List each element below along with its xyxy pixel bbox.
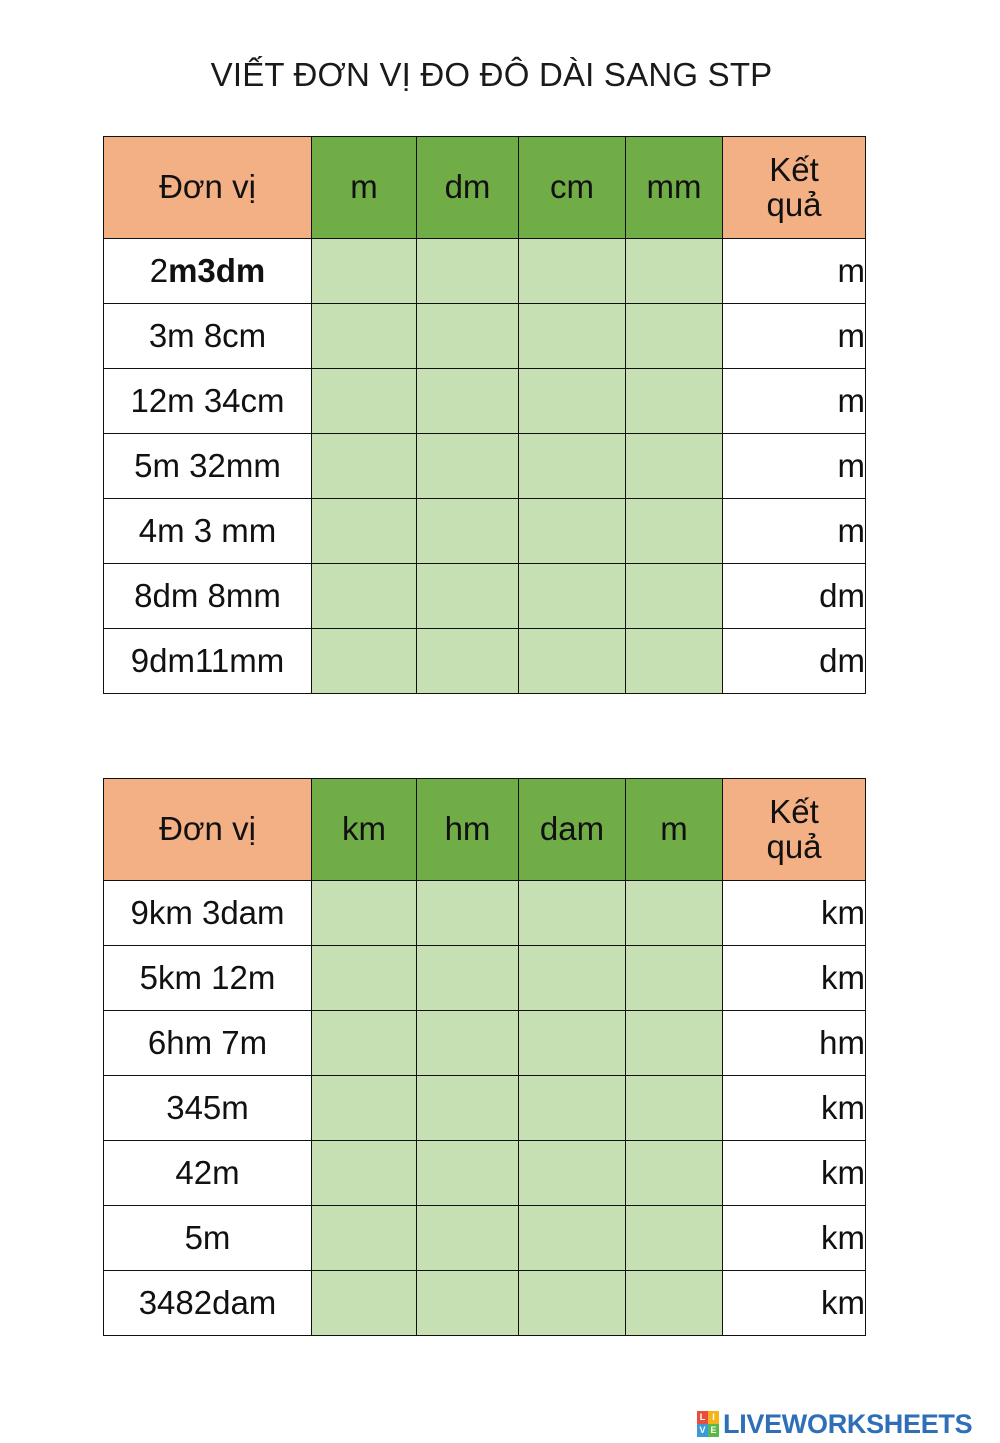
liveworksheets-logo-icon bbox=[697, 1411, 719, 1437]
input-cell-mm[interactable] bbox=[626, 499, 723, 564]
header-col-dam: dam bbox=[519, 779, 626, 881]
input-cell-cm[interactable] bbox=[519, 369, 626, 434]
input-cell-dam[interactable] bbox=[519, 1011, 626, 1076]
table-header-row bbox=[104, 779, 866, 881]
header-result-line1: Kết bbox=[769, 150, 819, 188]
header-col-cm: cm bbox=[519, 137, 626, 239]
table-row bbox=[104, 946, 866, 1011]
table-row bbox=[104, 629, 866, 694]
row-unit-value: 345m bbox=[104, 1076, 312, 1141]
logo-mark-letter: L bbox=[697, 1411, 708, 1424]
input-cell-cm[interactable] bbox=[519, 239, 626, 304]
conversion-table-kilometers bbox=[103, 778, 866, 1336]
input-cell-cm[interactable] bbox=[519, 629, 626, 694]
header-result bbox=[723, 137, 866, 239]
input-cell-km[interactable] bbox=[312, 946, 417, 1011]
table-row bbox=[104, 564, 866, 629]
row-result-unit: hm bbox=[723, 1011, 866, 1076]
input-cell-dm[interactable] bbox=[417, 629, 519, 694]
input-cell-m[interactable] bbox=[626, 1206, 723, 1271]
row-unit-value: 42m bbox=[104, 1141, 312, 1206]
input-cell-m[interactable] bbox=[312, 369, 417, 434]
table-row bbox=[104, 1141, 866, 1206]
row-result-unit: km bbox=[723, 881, 866, 946]
header-col-m: m bbox=[626, 779, 723, 881]
input-cell-dam[interactable] bbox=[519, 1206, 626, 1271]
input-cell-km[interactable] bbox=[312, 1076, 417, 1141]
table-row bbox=[104, 1011, 866, 1076]
header-result-line2: quả bbox=[766, 827, 822, 865]
input-cell-m[interactable] bbox=[312, 434, 417, 499]
input-cell-hm[interactable] bbox=[417, 881, 519, 946]
logo-mark-letter: I bbox=[708, 1411, 719, 1424]
row-result-unit: m bbox=[723, 499, 866, 564]
input-cell-km[interactable] bbox=[312, 1271, 417, 1336]
logo-mark-letter: E bbox=[708, 1424, 719, 1437]
input-cell-dm[interactable] bbox=[417, 369, 519, 434]
unit-value-part: 2 bbox=[149, 251, 169, 289]
row-unit-value: 9dm11mm bbox=[104, 629, 312, 694]
row-unit-value: 5m 32mm bbox=[104, 434, 312, 499]
input-cell-dam[interactable] bbox=[519, 946, 626, 1011]
input-cell-hm[interactable] bbox=[417, 1271, 519, 1336]
header-unit: Đơn vị bbox=[104, 779, 312, 881]
input-cell-cm[interactable] bbox=[519, 564, 626, 629]
conversion-table-meters bbox=[103, 136, 866, 694]
input-cell-dm[interactable] bbox=[417, 434, 519, 499]
input-cell-m[interactable] bbox=[312, 564, 417, 629]
input-cell-hm[interactable] bbox=[417, 1141, 519, 1206]
input-cell-hm[interactable] bbox=[417, 1076, 519, 1141]
row-unit-value bbox=[104, 239, 312, 304]
header-result-line1: Kết bbox=[769, 792, 819, 830]
row-result-unit: km bbox=[723, 1076, 866, 1141]
header-unit: Đơn vị bbox=[104, 137, 312, 239]
input-cell-dm[interactable] bbox=[417, 239, 519, 304]
liveworksheets-logo-text: LIVEWORKSHEETS bbox=[723, 1408, 973, 1439]
header-col-mm: mm bbox=[626, 137, 723, 239]
input-cell-hm[interactable] bbox=[417, 1011, 519, 1076]
liveworksheets-logo bbox=[697, 1408, 972, 1440]
input-cell-km[interactable] bbox=[312, 1141, 417, 1206]
row-result-unit: m bbox=[723, 239, 866, 304]
table-row bbox=[104, 1206, 866, 1271]
input-cell-dam[interactable] bbox=[519, 881, 626, 946]
row-unit-value: 9km 3dam bbox=[104, 881, 312, 946]
table-header-row bbox=[104, 137, 866, 239]
table-row bbox=[104, 499, 866, 564]
table-row bbox=[104, 1271, 866, 1336]
input-cell-cm[interactable] bbox=[519, 434, 626, 499]
input-cell-dam[interactable] bbox=[519, 1141, 626, 1206]
row-result-unit: km bbox=[723, 1206, 866, 1271]
header-col-dm: dm bbox=[417, 137, 519, 239]
input-cell-mm[interactable] bbox=[626, 304, 723, 369]
input-cell-m[interactable] bbox=[312, 239, 417, 304]
input-cell-km[interactable] bbox=[312, 1206, 417, 1271]
header-col-km: km bbox=[312, 779, 417, 881]
input-cell-m[interactable] bbox=[626, 1011, 723, 1076]
row-unit-value: 8dm 8mm bbox=[104, 564, 312, 629]
input-cell-m[interactable] bbox=[626, 881, 723, 946]
table-row bbox=[104, 1076, 866, 1141]
row-unit-value: 5m bbox=[104, 1206, 312, 1271]
input-cell-mm[interactable] bbox=[626, 239, 723, 304]
logo-mark-letter: V bbox=[697, 1424, 708, 1437]
header-col-hm: hm bbox=[417, 779, 519, 881]
row-unit-value: 12m 34cm bbox=[104, 369, 312, 434]
input-cell-cm[interactable] bbox=[519, 304, 626, 369]
input-cell-mm[interactable] bbox=[626, 629, 723, 694]
row-unit-value: 3482dam bbox=[104, 1271, 312, 1336]
input-cell-dm[interactable] bbox=[417, 499, 519, 564]
table-row bbox=[104, 434, 866, 499]
row-result-unit: km bbox=[723, 946, 866, 1011]
input-cell-m[interactable] bbox=[626, 1076, 723, 1141]
header-result bbox=[723, 779, 866, 881]
header-result-line2: quả bbox=[766, 185, 822, 223]
row-result-unit: m bbox=[723, 369, 866, 434]
input-cell-dm[interactable] bbox=[417, 564, 519, 629]
input-cell-hm[interactable] bbox=[417, 946, 519, 1011]
input-cell-m[interactable] bbox=[312, 304, 417, 369]
row-unit-value: 6hm 7m bbox=[104, 1011, 312, 1076]
input-cell-dam[interactable] bbox=[519, 1076, 626, 1141]
input-cell-m[interactable] bbox=[312, 499, 417, 564]
worksheet-title: VIẾT ĐƠN VỊ ĐO ĐÔ DÀI SANG STP bbox=[210, 56, 773, 93]
input-cell-m[interactable] bbox=[626, 1141, 723, 1206]
input-cell-hm[interactable] bbox=[417, 1206, 519, 1271]
row-unit-value: 5km 12m bbox=[104, 946, 312, 1011]
input-cell-km[interactable] bbox=[312, 1011, 417, 1076]
table-row bbox=[104, 881, 866, 946]
input-cell-mm[interactable] bbox=[626, 369, 723, 434]
input-cell-mm[interactable] bbox=[626, 564, 723, 629]
input-cell-km[interactable] bbox=[312, 881, 417, 946]
unit-value-part-bold: m3dm bbox=[168, 251, 266, 289]
row-result-unit: km bbox=[723, 1271, 866, 1336]
row-result-unit: km bbox=[723, 1141, 866, 1206]
row-result-unit: dm bbox=[723, 564, 866, 629]
table-row bbox=[104, 369, 866, 434]
input-cell-mm[interactable] bbox=[626, 434, 723, 499]
input-cell-m[interactable] bbox=[626, 946, 723, 1011]
header-col-m: m bbox=[312, 137, 417, 239]
row-result-unit: dm bbox=[723, 629, 866, 694]
row-unit-value: 3m 8cm bbox=[104, 304, 312, 369]
row-result-unit: m bbox=[723, 304, 866, 369]
row-unit-value: 4m 3 mm bbox=[104, 499, 312, 564]
input-cell-m[interactable] bbox=[312, 629, 417, 694]
input-cell-m[interactable] bbox=[626, 1271, 723, 1336]
input-cell-dam[interactable] bbox=[519, 1271, 626, 1336]
row-result-unit: m bbox=[723, 434, 866, 499]
table-row bbox=[104, 239, 866, 304]
input-cell-cm[interactable] bbox=[519, 499, 626, 564]
table-row bbox=[104, 304, 866, 369]
input-cell-dm[interactable] bbox=[417, 304, 519, 369]
